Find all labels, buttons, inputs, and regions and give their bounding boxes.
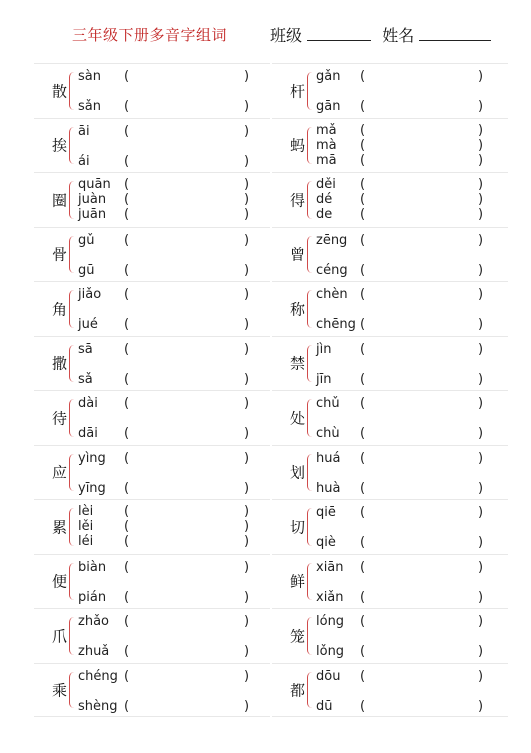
answer-close-paren: ) <box>244 207 250 222</box>
pinyin-text: mā <box>316 152 337 168</box>
polyphone-entry <box>34 445 270 500</box>
answer-close-paren: ) <box>244 287 250 302</box>
answer-open-paren[interactable]: ( <box>124 192 130 207</box>
reading-line <box>78 177 268 192</box>
pinyin-text: chù <box>316 426 340 441</box>
answer-close-paren: ) <box>244 426 250 441</box>
answer-close-paren: ) <box>244 99 250 114</box>
curly-brace <box>307 181 312 219</box>
reading-line <box>316 99 506 114</box>
answer-close-paren: ) <box>244 534 250 549</box>
answer-close-paren: ) <box>478 287 484 302</box>
pinyin-text: pián <box>78 589 107 605</box>
answer-close-paren: ) <box>244 192 250 207</box>
reading-line <box>78 560 268 575</box>
answer-close-paren: ) <box>478 207 484 222</box>
curly-brace <box>69 617 74 655</box>
polyphone-entry <box>272 390 508 445</box>
pinyin-text: chǔ <box>316 396 340 411</box>
answer-open-paren[interactable]: ( <box>360 317 366 332</box>
answer-open-paren[interactable]: ( <box>124 480 130 496</box>
hanzi-character: 角 <box>52 300 68 319</box>
reading-line <box>316 207 506 222</box>
answer-close-paren: ) <box>478 371 484 387</box>
hanzi-character: 爪 <box>52 627 68 646</box>
pinyin-text: gǔ <box>78 232 95 248</box>
reading-line <box>316 287 506 302</box>
pinyin-text: chēng <box>316 317 356 332</box>
answer-close-paren: ) <box>478 535 484 550</box>
reading-line <box>78 287 268 302</box>
polyphone-entry <box>272 663 508 718</box>
answer-open-paren[interactable]: ( <box>124 317 130 332</box>
reading-line <box>316 614 506 629</box>
hanzi-character: 便 <box>52 572 68 591</box>
hanzi-character: 累 <box>52 518 68 537</box>
reading-line <box>316 590 506 605</box>
hanzi-character: 切 <box>290 518 306 537</box>
curly-brace <box>307 236 312 274</box>
reading-line <box>78 69 268 84</box>
pinyin-text: juàn <box>78 192 107 207</box>
answer-open-paren[interactable]: ( <box>360 396 366 411</box>
reading-line <box>78 99 268 114</box>
answer-close-paren: ) <box>244 232 250 248</box>
answer-close-paren: ) <box>478 450 484 466</box>
polyphone-entry <box>34 281 270 336</box>
answer-close-paren: ) <box>478 480 484 496</box>
answer-close-paren: ) <box>478 232 484 248</box>
pinyin-text: qiè <box>316 535 336 550</box>
reading-line <box>78 342 268 357</box>
pinyin-text: chèn <box>316 287 348 302</box>
reading-line <box>316 177 506 192</box>
answer-open-paren[interactable]: ( <box>360 192 366 207</box>
polyphone-entry <box>34 554 270 609</box>
reading-line <box>316 535 506 550</box>
polyphone-entry <box>272 608 508 663</box>
hanzi-character: 挨 <box>52 136 68 155</box>
pinyin-text: sàn <box>78 69 101 84</box>
answer-close-paren: ) <box>244 396 250 411</box>
curly-brace <box>69 454 74 492</box>
answer-open-paren[interactable]: ( <box>124 450 130 466</box>
reading-line <box>78 504 268 519</box>
answer-open-paren[interactable]: ( <box>360 99 366 114</box>
reading-line <box>78 644 268 659</box>
answer-open-paren[interactable]: ( <box>124 341 130 357</box>
pinyin-text: dāi <box>78 426 98 441</box>
pinyin-text: xiān <box>316 559 344 575</box>
name-label: 姓名 <box>382 26 415 45</box>
reading-line <box>78 396 268 411</box>
answer-open-paren[interactable]: ( <box>124 534 130 549</box>
answer-close-paren: ) <box>244 614 250 629</box>
answer-close-paren: ) <box>244 698 250 714</box>
answer-close-paren: ) <box>244 559 250 575</box>
answer-open-paren[interactable]: ( <box>360 426 366 441</box>
answer-open-paren[interactable]: ( <box>360 559 366 575</box>
reading-line <box>78 590 268 605</box>
polyphone-entry <box>34 336 270 391</box>
pinyin-text: zhuǎ <box>78 644 110 659</box>
reading-line <box>316 123 506 138</box>
polyphone-entry <box>272 227 508 282</box>
answer-open-paren[interactable]: ( <box>360 371 366 387</box>
answer-open-paren[interactable]: ( <box>124 287 130 302</box>
answer-open-paren[interactable]: ( <box>360 450 366 466</box>
pinyin-text: quān <box>78 177 111 192</box>
answer-close-paren: ) <box>244 519 250 534</box>
answer-close-paren: ) <box>244 450 250 466</box>
hanzi-character: 散 <box>52 82 68 101</box>
pinyin-text: sǎ <box>78 371 93 387</box>
curly-brace <box>69 290 74 328</box>
reading-line <box>316 138 506 153</box>
reading-line <box>316 699 506 714</box>
reading-line <box>316 69 506 84</box>
pinyin-text: zēng <box>316 232 348 248</box>
answer-close-paren: ) <box>478 644 484 659</box>
pinyin-text: yìng <box>78 450 106 466</box>
worksheet-header <box>0 22 531 48</box>
answer-close-paren: ) <box>478 341 484 357</box>
answer-open-paren[interactable]: ( <box>360 698 366 714</box>
answer-close-paren: ) <box>244 371 250 387</box>
reading-line <box>316 451 506 466</box>
reading-line <box>316 426 506 441</box>
hanzi-character: 应 <box>52 463 68 482</box>
curly-brace <box>69 345 74 383</box>
reading-line <box>78 426 268 441</box>
reading-line <box>316 317 506 332</box>
name-blank-field[interactable] <box>419 26 491 41</box>
pinyin-text: jìn <box>316 341 332 357</box>
pinyin-text: lóng <box>316 614 345 629</box>
pinyin-text: sǎn <box>78 99 101 114</box>
hanzi-character: 蚂 <box>290 136 306 155</box>
answer-close-paren: ) <box>478 177 484 192</box>
curly-brace <box>307 454 312 492</box>
hanzi-character: 乘 <box>52 681 68 700</box>
pinyin-text: de <box>316 207 333 222</box>
pinyin-text: děi <box>316 177 336 192</box>
right-column <box>272 63 508 717</box>
reading-line <box>316 396 506 411</box>
curly-brace <box>307 345 312 383</box>
answer-open-paren[interactable]: ( <box>124 99 130 114</box>
hanzi-character: 得 <box>290 191 306 210</box>
answer-close-paren: ) <box>478 589 484 605</box>
curly-brace <box>69 72 74 110</box>
answer-open-paren[interactable]: ( <box>124 559 130 575</box>
pinyin-text: huà <box>316 480 341 496</box>
pinyin-text: jué <box>78 317 98 332</box>
hanzi-character: 笼 <box>290 627 306 646</box>
pinyin-text: zhǎo <box>78 614 109 629</box>
answer-open-paren[interactable]: ( <box>360 480 366 496</box>
pinyin-text: sā <box>78 341 93 357</box>
curly-brace <box>69 563 74 601</box>
hanzi-character: 处 <box>290 409 306 428</box>
answer-open-paren[interactable]: ( <box>360 614 366 629</box>
reading-line <box>316 153 506 168</box>
curly-brace <box>307 290 312 328</box>
pinyin-text: āi <box>78 123 90 139</box>
left-column <box>34 63 270 717</box>
hanzi-character: 划 <box>290 463 306 482</box>
reading-line <box>316 372 506 387</box>
answer-close-paren: ) <box>478 99 484 114</box>
answer-open-paren[interactable]: ( <box>124 614 130 629</box>
polyphone-entry <box>272 554 508 609</box>
answer-close-paren: ) <box>478 396 484 411</box>
answer-close-paren: ) <box>244 341 250 357</box>
polyphone-entry <box>34 172 270 227</box>
pinyin-text: céng <box>316 262 348 278</box>
worksheet-title: 三年级下册多音字组词 <box>72 26 228 44</box>
answer-close-paren: ) <box>478 192 484 207</box>
reading-line <box>316 192 506 207</box>
pinyin-text: huá <box>316 450 341 466</box>
answer-open-paren[interactable]: ( <box>360 232 366 248</box>
reading-line <box>78 669 268 684</box>
answer-close-paren: ) <box>244 69 250 84</box>
polyphone-entry <box>34 499 270 554</box>
reading-line <box>78 534 268 549</box>
answer-open-paren[interactable]: ( <box>360 137 366 153</box>
answer-open-paren[interactable]: ( <box>124 668 130 684</box>
answer-open-paren[interactable]: ( <box>124 153 130 169</box>
polyphone-entry <box>272 172 508 227</box>
polyphone-entry <box>34 227 270 282</box>
pinyin-text: jiǎo <box>78 287 102 302</box>
pinyin-text: shèng <box>78 698 118 714</box>
answer-close-paren: ) <box>478 317 484 332</box>
answer-open-paren[interactable]: ( <box>360 341 366 357</box>
pinyin-text: juān <box>78 207 107 222</box>
answer-close-paren: ) <box>478 122 484 138</box>
curly-brace <box>307 508 312 546</box>
reading-line <box>78 614 268 629</box>
pinyin-text: dài <box>78 396 98 411</box>
polyphone-entry <box>272 445 508 500</box>
curly-brace <box>307 72 312 110</box>
reading-line <box>78 124 268 139</box>
pinyin-text: biàn <box>78 559 107 575</box>
pinyin-text: yīng <box>78 480 106 496</box>
class-blank-field[interactable] <box>307 26 371 41</box>
curly-brace <box>69 508 74 546</box>
pinyin-text: gān <box>316 99 341 114</box>
polyphone-entry <box>272 118 508 173</box>
pinyin-text: lèi <box>78 504 94 519</box>
answer-close-paren: ) <box>244 589 250 605</box>
pinyin-text: gǎn <box>316 69 341 84</box>
curly-brace <box>307 399 312 437</box>
answer-open-paren[interactable]: ( <box>124 644 130 659</box>
pinyin-text: léi <box>78 534 94 549</box>
answer-open-paren[interactable]: ( <box>124 698 130 714</box>
answer-close-paren: ) <box>478 559 484 575</box>
answer-close-paren: ) <box>244 504 250 519</box>
answer-open-paren[interactable]: ( <box>360 505 366 520</box>
answer-close-paren: ) <box>244 123 250 139</box>
student-info <box>270 23 491 46</box>
curly-brace <box>307 563 312 601</box>
answer-open-paren[interactable]: ( <box>360 152 366 168</box>
hanzi-character: 称 <box>290 300 306 319</box>
answer-close-paren: ) <box>478 668 484 684</box>
answer-open-paren[interactable]: ( <box>360 207 366 222</box>
hanzi-character: 骨 <box>52 245 68 264</box>
polyphone-entry <box>272 336 508 391</box>
answer-close-paren: ) <box>244 480 250 496</box>
pinyin-text: xiǎn <box>316 589 344 605</box>
reading-line <box>78 699 268 714</box>
pinyin-text: gū <box>78 262 95 278</box>
hanzi-character: 曾 <box>290 245 306 264</box>
reading-line <box>78 451 268 466</box>
answer-open-paren[interactable]: ( <box>124 69 130 84</box>
reading-line <box>316 263 506 278</box>
answer-open-paren[interactable]: ( <box>124 589 130 605</box>
reading-line <box>78 263 268 278</box>
hanzi-character: 鲜 <box>290 572 306 591</box>
reading-line <box>316 342 506 357</box>
hanzi-character: 禁 <box>290 354 306 373</box>
pinyin-text: lǒng <box>316 644 345 659</box>
hanzi-character: 撒 <box>52 354 68 373</box>
answer-close-paren: ) <box>244 644 250 659</box>
polyphone-entry <box>272 499 508 554</box>
reading-line <box>78 154 268 169</box>
curly-brace <box>69 399 74 437</box>
curly-brace <box>69 236 74 274</box>
reading-line <box>78 207 268 222</box>
pinyin-text: ái <box>78 153 90 169</box>
polyphone-entry <box>34 390 270 445</box>
polyphone-entry <box>272 63 508 118</box>
pinyin-text: dōu <box>316 668 341 684</box>
answer-close-paren: ) <box>478 426 484 441</box>
pinyin-text: dū <box>316 698 333 714</box>
reading-line <box>316 233 506 248</box>
hanzi-character: 圈 <box>52 191 68 210</box>
answer-close-paren: ) <box>244 317 250 332</box>
curly-brace <box>69 127 74 165</box>
curly-brace <box>307 672 312 709</box>
reading-line <box>78 317 268 332</box>
polyphone-entry <box>272 281 508 336</box>
reading-line <box>78 233 268 248</box>
answer-open-paren[interactable]: ( <box>124 504 130 519</box>
answer-close-paren: ) <box>478 698 484 714</box>
answer-open-paren[interactable]: ( <box>360 668 366 684</box>
polyphone-entry <box>34 63 270 118</box>
answer-open-paren[interactable]: ( <box>360 262 366 278</box>
answer-open-paren[interactable]: ( <box>360 589 366 605</box>
answer-open-paren[interactable]: ( <box>124 371 130 387</box>
answer-open-paren[interactable]: ( <box>124 207 130 222</box>
answer-close-paren: ) <box>244 668 250 684</box>
curly-brace <box>307 617 312 655</box>
answer-open-paren[interactable]: ( <box>124 262 130 278</box>
pinyin-text: qiē <box>316 505 336 520</box>
reading-line <box>316 644 506 659</box>
answer-open-paren[interactable]: ( <box>360 287 366 302</box>
answer-open-paren[interactable]: ( <box>124 396 130 411</box>
answer-open-paren[interactable]: ( <box>124 519 130 534</box>
curly-brace <box>69 181 74 219</box>
pinyin-text: mà <box>316 137 337 153</box>
pinyin-text: chéng <box>78 668 118 684</box>
polyphone-entry <box>34 663 270 718</box>
answer-close-paren: ) <box>478 152 484 168</box>
answer-open-paren[interactable]: ( <box>360 535 366 550</box>
pinyin-text: mǎ <box>316 122 337 138</box>
reading-line <box>78 192 268 207</box>
answer-open-paren[interactable]: ( <box>360 644 366 659</box>
reading-line <box>316 481 506 496</box>
answer-close-paren: ) <box>244 262 250 278</box>
pinyin-text: lěi <box>78 519 94 534</box>
answer-close-paren: ) <box>244 177 250 192</box>
hanzi-character: 都 <box>290 681 306 700</box>
reading-line <box>78 519 268 534</box>
answer-open-paren[interactable]: ( <box>124 123 130 139</box>
answer-close-paren: ) <box>478 614 484 629</box>
pinyin-text: dé <box>316 192 333 207</box>
polyphone-entry <box>34 118 270 173</box>
hanzi-character: 待 <box>52 409 68 428</box>
class-label: 班级 <box>270 26 303 45</box>
answer-close-paren: ) <box>478 137 484 153</box>
answer-open-paren[interactable]: ( <box>124 232 130 248</box>
reading-line <box>78 372 268 387</box>
reading-line <box>78 481 268 496</box>
hanzi-character: 杆 <box>290 82 306 101</box>
answer-close-paren: ) <box>478 69 484 84</box>
answer-close-paren: ) <box>478 262 484 278</box>
answer-close-paren: ) <box>244 153 250 169</box>
polyphone-entry <box>34 608 270 663</box>
reading-line <box>316 505 506 520</box>
answer-open-paren[interactable]: ( <box>360 177 366 192</box>
pinyin-text: jīn <box>316 371 332 387</box>
answer-close-paren: ) <box>478 505 484 520</box>
answer-open-paren[interactable]: ( <box>360 69 366 84</box>
curly-brace <box>69 672 74 709</box>
curly-brace <box>307 127 312 165</box>
reading-line <box>316 560 506 575</box>
answer-open-paren[interactable]: ( <box>124 426 130 441</box>
reading-line <box>316 669 506 684</box>
answer-open-paren[interactable]: ( <box>360 122 366 138</box>
answer-open-paren[interactable]: ( <box>124 177 130 192</box>
